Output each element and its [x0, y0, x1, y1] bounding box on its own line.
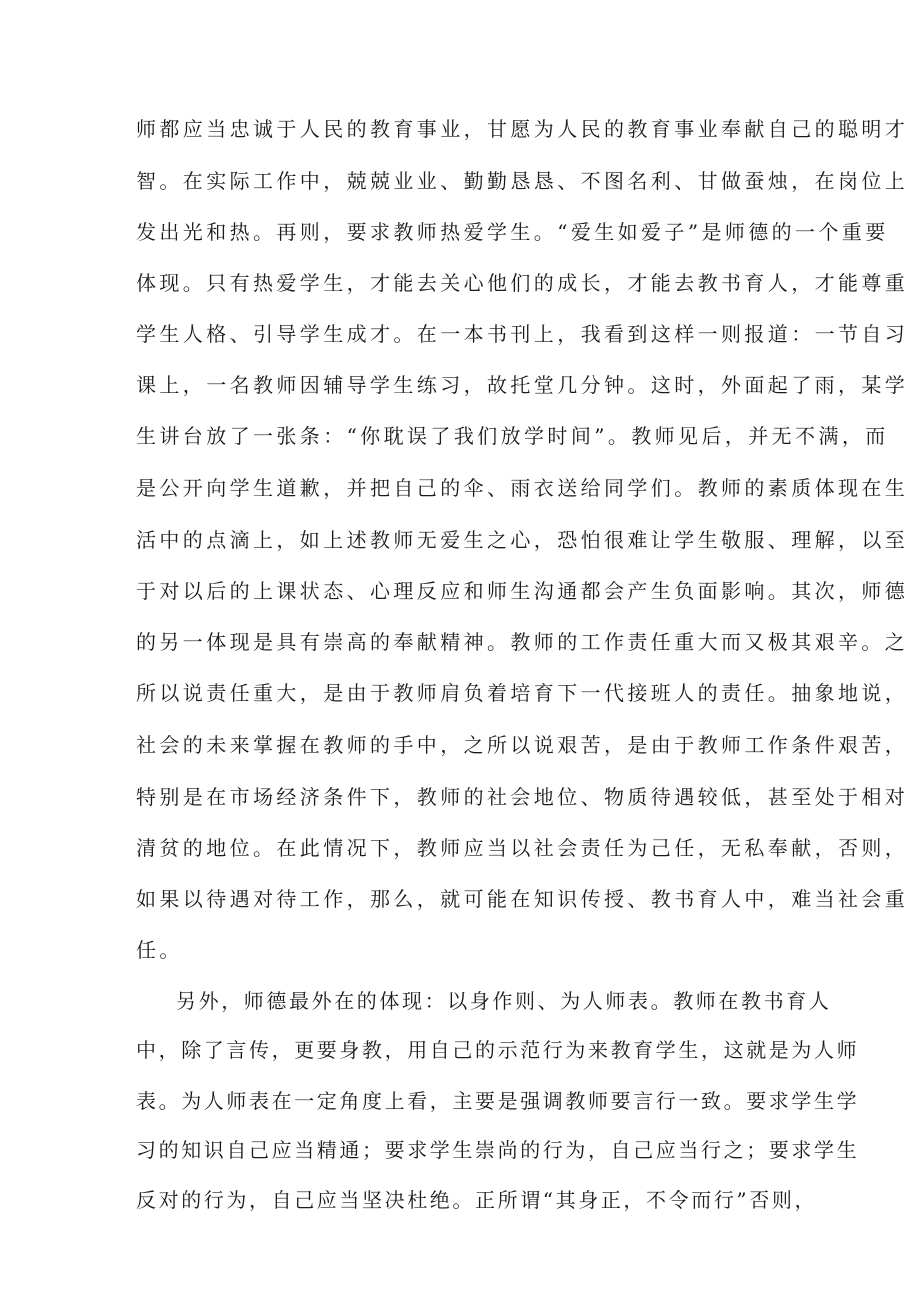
text-line: 反对的行为，自己应当坚决杜绝。正所谓“其身正，不令而行”否则，: [136, 1188, 818, 1212]
text-line: 习的知识自己应当精通；要求学生崇尚的行为，自己应当行之；要求学生: [136, 1138, 860, 1162]
text-line: 活中的点滴上，如上述教师无爱生之心，恐怕很难让学生敬服、理解，以至: [136, 528, 909, 552]
text-line: 清贫的地位。在此情况下，教师应当以社会责任为己任，无私奉献，否则，: [136, 836, 909, 860]
text-line: 中，除了言传，更要身教，用自己的示范行为来教育学生，这就是为人师: [136, 1038, 860, 1062]
text-line: 生讲台放了一张条：“你耽误了我们放学时间”。教师见后，并无不满，而: [136, 424, 889, 448]
text-line: 社会的未来掌握在教师的手中，之所以说艰苦，是由于教师工作条件艰苦，: [136, 733, 909, 757]
paragraph-first-line: 另外，师德最外在的体现：以身作则、为人师表。教师在教书育人: [176, 989, 832, 1013]
text-line: 师都应当忠诚于人民的教育事业，甘愿为人民的教育事业奉献自己的聪明才: [136, 117, 909, 141]
text-line: 如果以待遇对待工作，那么，就可能在知识传授、教书育人中，难当社会重: [136, 887, 909, 911]
text-line: 发出光和热。再则，要求教师热爱学生。“爱生如爱子”是师德的一个重要: [136, 220, 889, 244]
text-line: 是公开向学生道歉，并把自己的伞、雨衣送给同学们。教师的素质体现在生: [136, 476, 909, 500]
text-line: 特别是在市场经济条件下，教师的社会地位、物质待遇较低，甚至处于相对: [136, 785, 909, 809]
text-line: 智。在实际工作中，兢兢业业、勤勤恳恳、不图名利、甘做蚕烛，在岗位上: [136, 169, 909, 193]
text-line: 表。为人师表在一定角度上看，主要是强调教师要言行一致。要求学生学: [136, 1089, 860, 1113]
text-line: 所以说责任重大，是由于教师肩负着培育下一代接班人的责任。抽象地说，: [136, 681, 909, 705]
text-line: 学生人格、引导学生成才。在一本书刊上，我看到这样一则报道：一节自习: [136, 322, 909, 346]
text-line: 任。: [136, 938, 183, 962]
text-line: 课上，一名教师因辅导学生练习，故托堂几分钟。这时，外面起了雨，某学: [136, 373, 909, 397]
text-line: 的另一体现是具有崇高的奉献精神。教师的工作责任重大而又极其艰辛。之: [136, 630, 909, 654]
text-line: 体现。只有热爱学生，才能去关心他们的成长，才能去教书育人，才能尊重: [136, 271, 909, 295]
text-line: 于对以后的上课状态、心理反应和师生沟通都会产生负面影响。其次，师德: [136, 579, 909, 603]
